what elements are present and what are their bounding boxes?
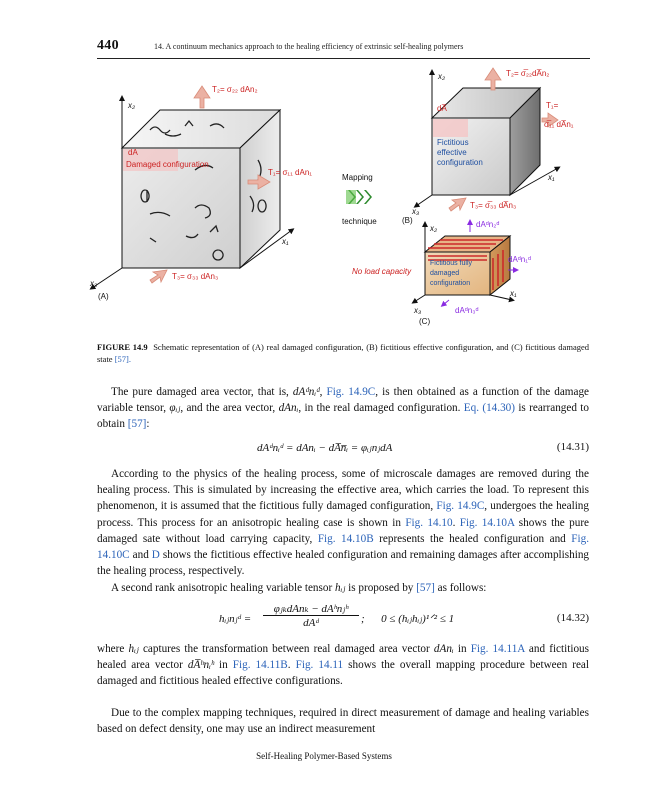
label-T1-b-top: T₁=: [546, 101, 559, 110]
figure-caption: [97, 341, 589, 365]
axis-x1-c: [490, 295, 512, 300]
paragraph-1: The pure damaged area vector, that is, dAᵈnᵢᵈ, Fig. 14.9C, is then obtained as a function of the damage variable tensor, φᵢⱼ, and the area vector, dAnᵢ, in the real damaged configuration. Eq. (14.30) is rearranged to obtain [57]:: [97, 386, 590, 431]
label-no-load: No load capacity: [352, 267, 412, 276]
fictitious-line-3: configuration: [437, 158, 483, 167]
link-fig-14-10d[interactable]: D: [151, 549, 160, 562]
eq2-lhs: hᵢⱼnⱼᵈ =: [219, 613, 252, 625]
link-fig-14-11a[interactable]: Fig. 14.11A: [470, 643, 525, 655]
axis-x3-b: [416, 195, 432, 206]
link-ref-57-2[interactable]: [57]: [416, 582, 435, 594]
page-number: 440: [97, 38, 119, 53]
book-title-footer: Self-Healing Polymer-Based Systems: [256, 751, 392, 761]
fictitious-line-1: Fictitious: [437, 138, 469, 147]
eq2-denominator: dAᵈ: [303, 617, 319, 629]
caption-text: Schematic representation of (A) real damaged configuration, (B) fictitious effective configuration, and (C) fictitious damaged state: [97, 342, 589, 364]
equation-14-31-number: (14.31): [556, 441, 589, 453]
fully-line-3: configuration: [430, 280, 471, 287]
link-fig-14-9c-2[interactable]: Fig. 14.9C: [436, 500, 485, 513]
label-panel-b: (B): [402, 216, 413, 225]
label-x1-b: x₁: [548, 173, 555, 182]
fictitious-line-2: effective: [437, 148, 467, 157]
label-dAd-right: dAᵈn₁ᵈ: [508, 255, 531, 264]
label-dAd-top: dAᵈn₂ᵈ: [476, 220, 500, 229]
paragraph-5: Due to the complex mapping techniques, required in direct measurement of damage and healing variables based on defect density, one may use an indirect measurement: [97, 707, 589, 736]
label-x1-a: x₁: [282, 237, 289, 246]
caption-label: FIGURE 14.9: [97, 342, 148, 352]
equation-14-31: [97, 441, 589, 459]
link-ref-57[interactable]: [57]: [127, 418, 147, 431]
eq2-numerator: φⱼₖdAnₖ − dAʰnⱼʰ: [263, 602, 359, 616]
mapping-arrows: [346, 190, 372, 204]
paragraph-2: According to the physics of the healing process, some of microscale damages are removed during the healing process. This is simulated by increasing the effective area, which carries the load. To represent this phenomenon, it is assumed that the fictitious fully damaged configuration, Fig. 14.9C, undergoes the healing process. This process for an anisotropic healing case is shown in Fig. 14.10. Fig. 14.10A shows the pure damaged sate without load carrying capacity, Fig. 14.10B represents the healed configuration and Fig. 14.10C and D shows the fictitious effective healed configuration and remaining damages after accomplishing the healing process, respectively.: [97, 468, 590, 578]
link-fig-14-10b[interactable]: Fig. 14.10B: [317, 532, 374, 545]
label-x1-c: x₁: [510, 289, 517, 298]
running-head-title: 14. A continuum mechanics approach to the healing efficiency of extrinsic self-healing polymers: [154, 42, 464, 51]
label-x3-c: x₃: [414, 306, 422, 315]
mapping-label-1: Mapping: [342, 173, 373, 182]
paragraph-4: where hᵢⱼ captures the transformation between real damaged area vector dAnᵢ in Fig. 14.11A and fictitious healed area vector dA̅ʰnᵢʰ in Fig. 14.11B. Fig. 14.11 shows the overall mapping procedure between real damaged and fictitious healed effective configurations.: [97, 643, 589, 688]
link-eq-14-30[interactable]: Eq. (14.30): [463, 402, 515, 415]
link-fig-14-11b[interactable]: Fig. 14.11B: [232, 659, 288, 672]
mapping-label-2: technique: [342, 217, 377, 226]
panel-a-cube: [122, 110, 280, 268]
label-x2-c: x₂: [430, 224, 438, 233]
label-panel-c: (C): [419, 317, 431, 326]
label-dA-b: dA̅: [437, 104, 447, 113]
label-dA-a: dA: [128, 148, 138, 157]
label-T2-a: T₂= σ₂₂ dAn₂: [212, 85, 258, 94]
fully-line-2: damaged: [430, 270, 460, 277]
label-T1-b-bottom: σ̅₁₁ dA̅n₁: [544, 120, 574, 129]
label-dAd-bottom: dAᵈn₃ᵈ: [455, 306, 479, 315]
figure-14-9: [0, 0, 648, 340]
label-damaged-config: Damaged configuration: [126, 160, 209, 169]
link-fig-14-10[interactable]: Fig. 14.10: [405, 516, 453, 529]
link-fig-14-10a[interactable]: Fig. 14.10A: [459, 516, 515, 529]
equation-14-32: [97, 602, 589, 636]
paragraph-3: A second rank anisotropic healing variable tensor hᵢⱼ is proposed by [57] as follows:: [111, 582, 487, 594]
label-x2-a: x₂: [128, 101, 136, 110]
label-x3-b: x₃: [412, 207, 420, 216]
label-T1-a: T₁= σ₁₁ dAn₁: [268, 168, 312, 177]
label-T3-b: T₃= σ̅₃₃ dA̅n₃: [470, 201, 517, 210]
fully-line-1: Fictitious fully: [430, 260, 473, 267]
equation-14-32-number: (14.32): [556, 612, 589, 624]
axis-x3-c: [414, 295, 425, 302]
caption-ref-link[interactable]: [57].: [114, 354, 131, 364]
label-T3-a: T₃= σ₃₃ dAn₃: [172, 272, 219, 281]
label-x3-a: x₃: [90, 279, 98, 288]
link-fig-14-10c[interactable]: Fig. 14.10C: [97, 532, 590, 562]
label-T2-b: T₂= σ̅₂₂dA̅n₂: [506, 69, 550, 78]
label-panel-a: (A): [98, 292, 109, 301]
link-fig-14-11[interactable]: Fig. 14.11: [295, 659, 344, 672]
link-fig-14-9c[interactable]: Fig. 14.9C: [326, 386, 376, 398]
eq2-condition: ; 0 ≤ (hᵢⱼhᵢⱼ)¹ᐟ² ≤ 1: [361, 613, 455, 625]
label-x2-b: x₂: [438, 72, 446, 81]
vector-n3-c: [443, 300, 449, 305]
equation-14-31-body: dAᵈnᵢᵈ = dAnᵢ − dA̅n̅ᵢ = φᵢⱼnⱼdA: [257, 442, 393, 454]
